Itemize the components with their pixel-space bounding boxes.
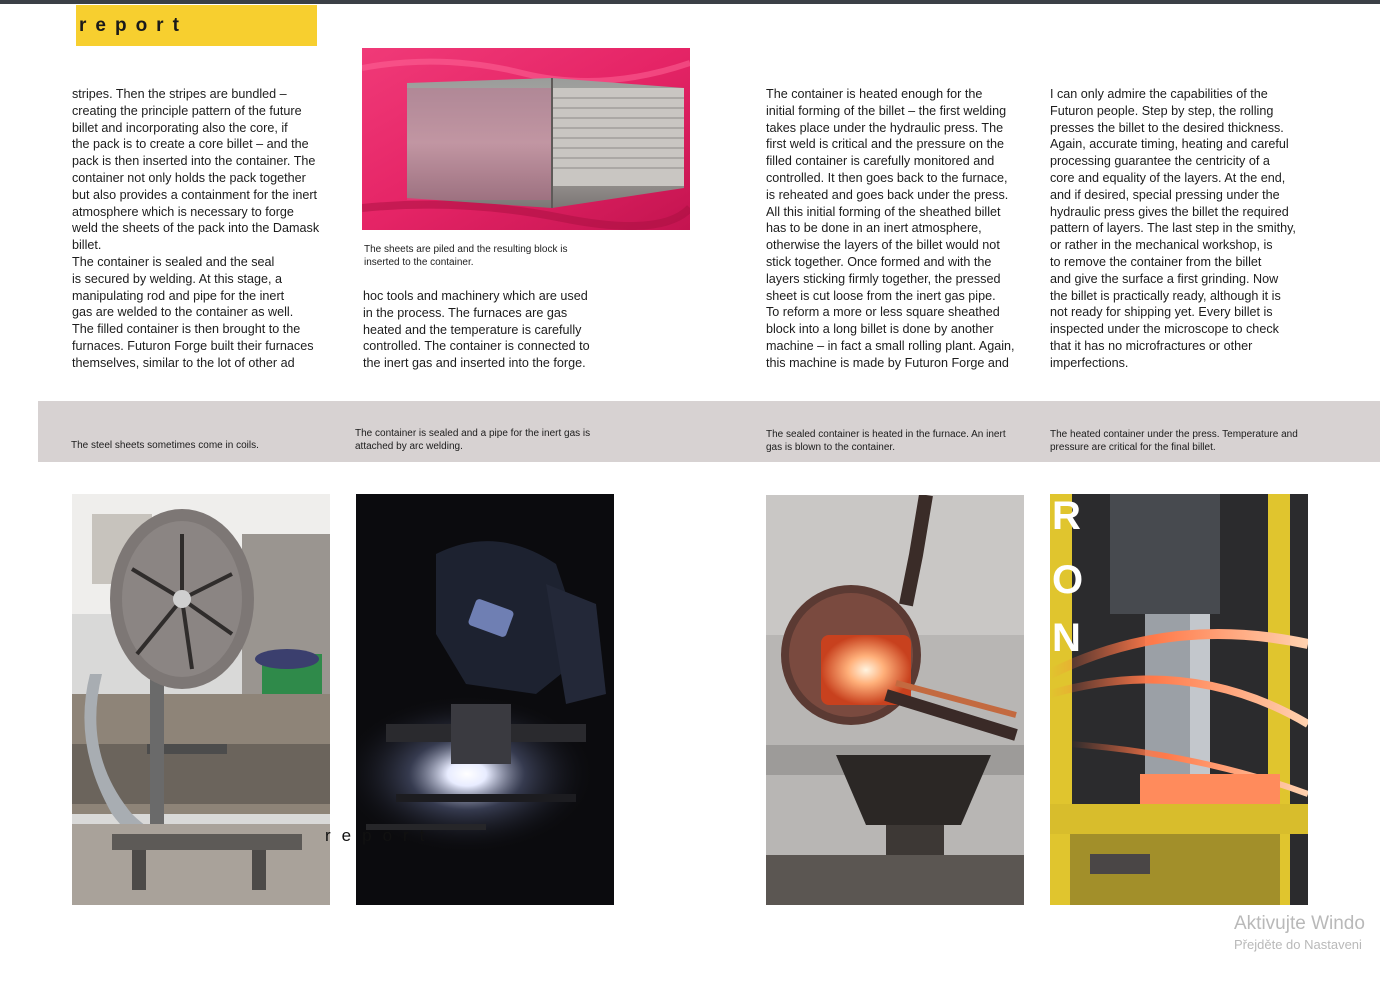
photo-steel-coil bbox=[72, 494, 330, 905]
band-caption-furnace: The sealed container is heated in the furnace. An inert gas is blown to the container. bbox=[766, 429, 1006, 453]
press-letter-o: O bbox=[1052, 558, 1084, 602]
text-column-3: The container is heated enough for the initial forming of the billet – the first welding takes place under the hydraulic press. The first weld is critical and the pressure on the filled container is carefully monitored and controlled. It then goes back to the furnace, is reheated and goes back under the press. All this initial forming of the sheathed billet has to be done in an inert atmosphere, otherwise the layers of the billet would not stick together. Once formed and with the layers sticking firmly together, the pressed sheet is cut loose from the inert gas pipe. To reform a more or less square sheathed block into a long billet is done by another machine – in fact a small rolling plant. Again, this machine is made by Futuron Forge and bbox=[766, 87, 1015, 370]
photo-sheet-block bbox=[362, 48, 690, 230]
overlay-report-text: report bbox=[325, 826, 436, 845]
press-letter-n: N bbox=[1052, 616, 1081, 660]
top-border bbox=[0, 0, 1380, 4]
band-caption-sealing: The container is sealed and a pipe for the inert gas is attached by arc welding. bbox=[355, 428, 591, 452]
photo-caption-sheets: The sheets are piled and the resulting block is inserted to the container. bbox=[364, 244, 568, 268]
windows-activation-watermark: Aktivujte Windo Přejděte do Nastaveni bbox=[1234, 913, 1365, 952]
text-column-1: stripes. Then the stripes are bundled – creating the principle pattern of the future billet and incorporating also the core, if the pack is to create a core billet – and the pack is then inserted into the container. The container not only holds the pack together but also provides a containment for the inert atmosphere which is necessary to forge weld the sheets of the pack into the Damask billet. The container is sealed and the seal is secured by welding. At this stage, a manipulating rod and pipe for the inert gas are welded to the container as well. The filled container is then brought to the furnaces. Futuron Forge built their furnaces themselves, similar to the lot of other ad bbox=[72, 87, 320, 370]
photo-furnace bbox=[766, 495, 1024, 905]
text-column-4: I can only admire the capabilities of the Futuron people. Step by step, the rolling presses the billet to the desired thickness. Again, accurate timing, heating and careful processing guarantee the centricity of a core and equality of the layers. At the end, and if desired, special pressing under the hydraulic press gives the billet the required pattern of layers. The last step in the smithy, or rather in the mechanical workshop, is to remove the container from the billet and give the surface a first grinding. Now the billet is practically ready, although it is not ready for shipping yet. Every billet is inspected under the microscope to check that it has no microfractures or other imperfections. bbox=[1050, 87, 1296, 370]
section-tag: report bbox=[76, 5, 317, 46]
press-letter-r: R bbox=[1052, 494, 1081, 538]
band-caption-press: The heated container under the press. Temperature and pressure are critical for the final billet. bbox=[1050, 429, 1298, 453]
band-caption-coils: The steel sheets sometimes come in coils. bbox=[71, 440, 259, 451]
photo-hydraulic-press bbox=[1050, 494, 1308, 905]
text-column-2: hoc tools and machinery which are used in the process. The furnaces are gas heated and the temperature is carefully controlled. The container is connected to the inert gas and inserted into the forge. bbox=[363, 289, 590, 371]
